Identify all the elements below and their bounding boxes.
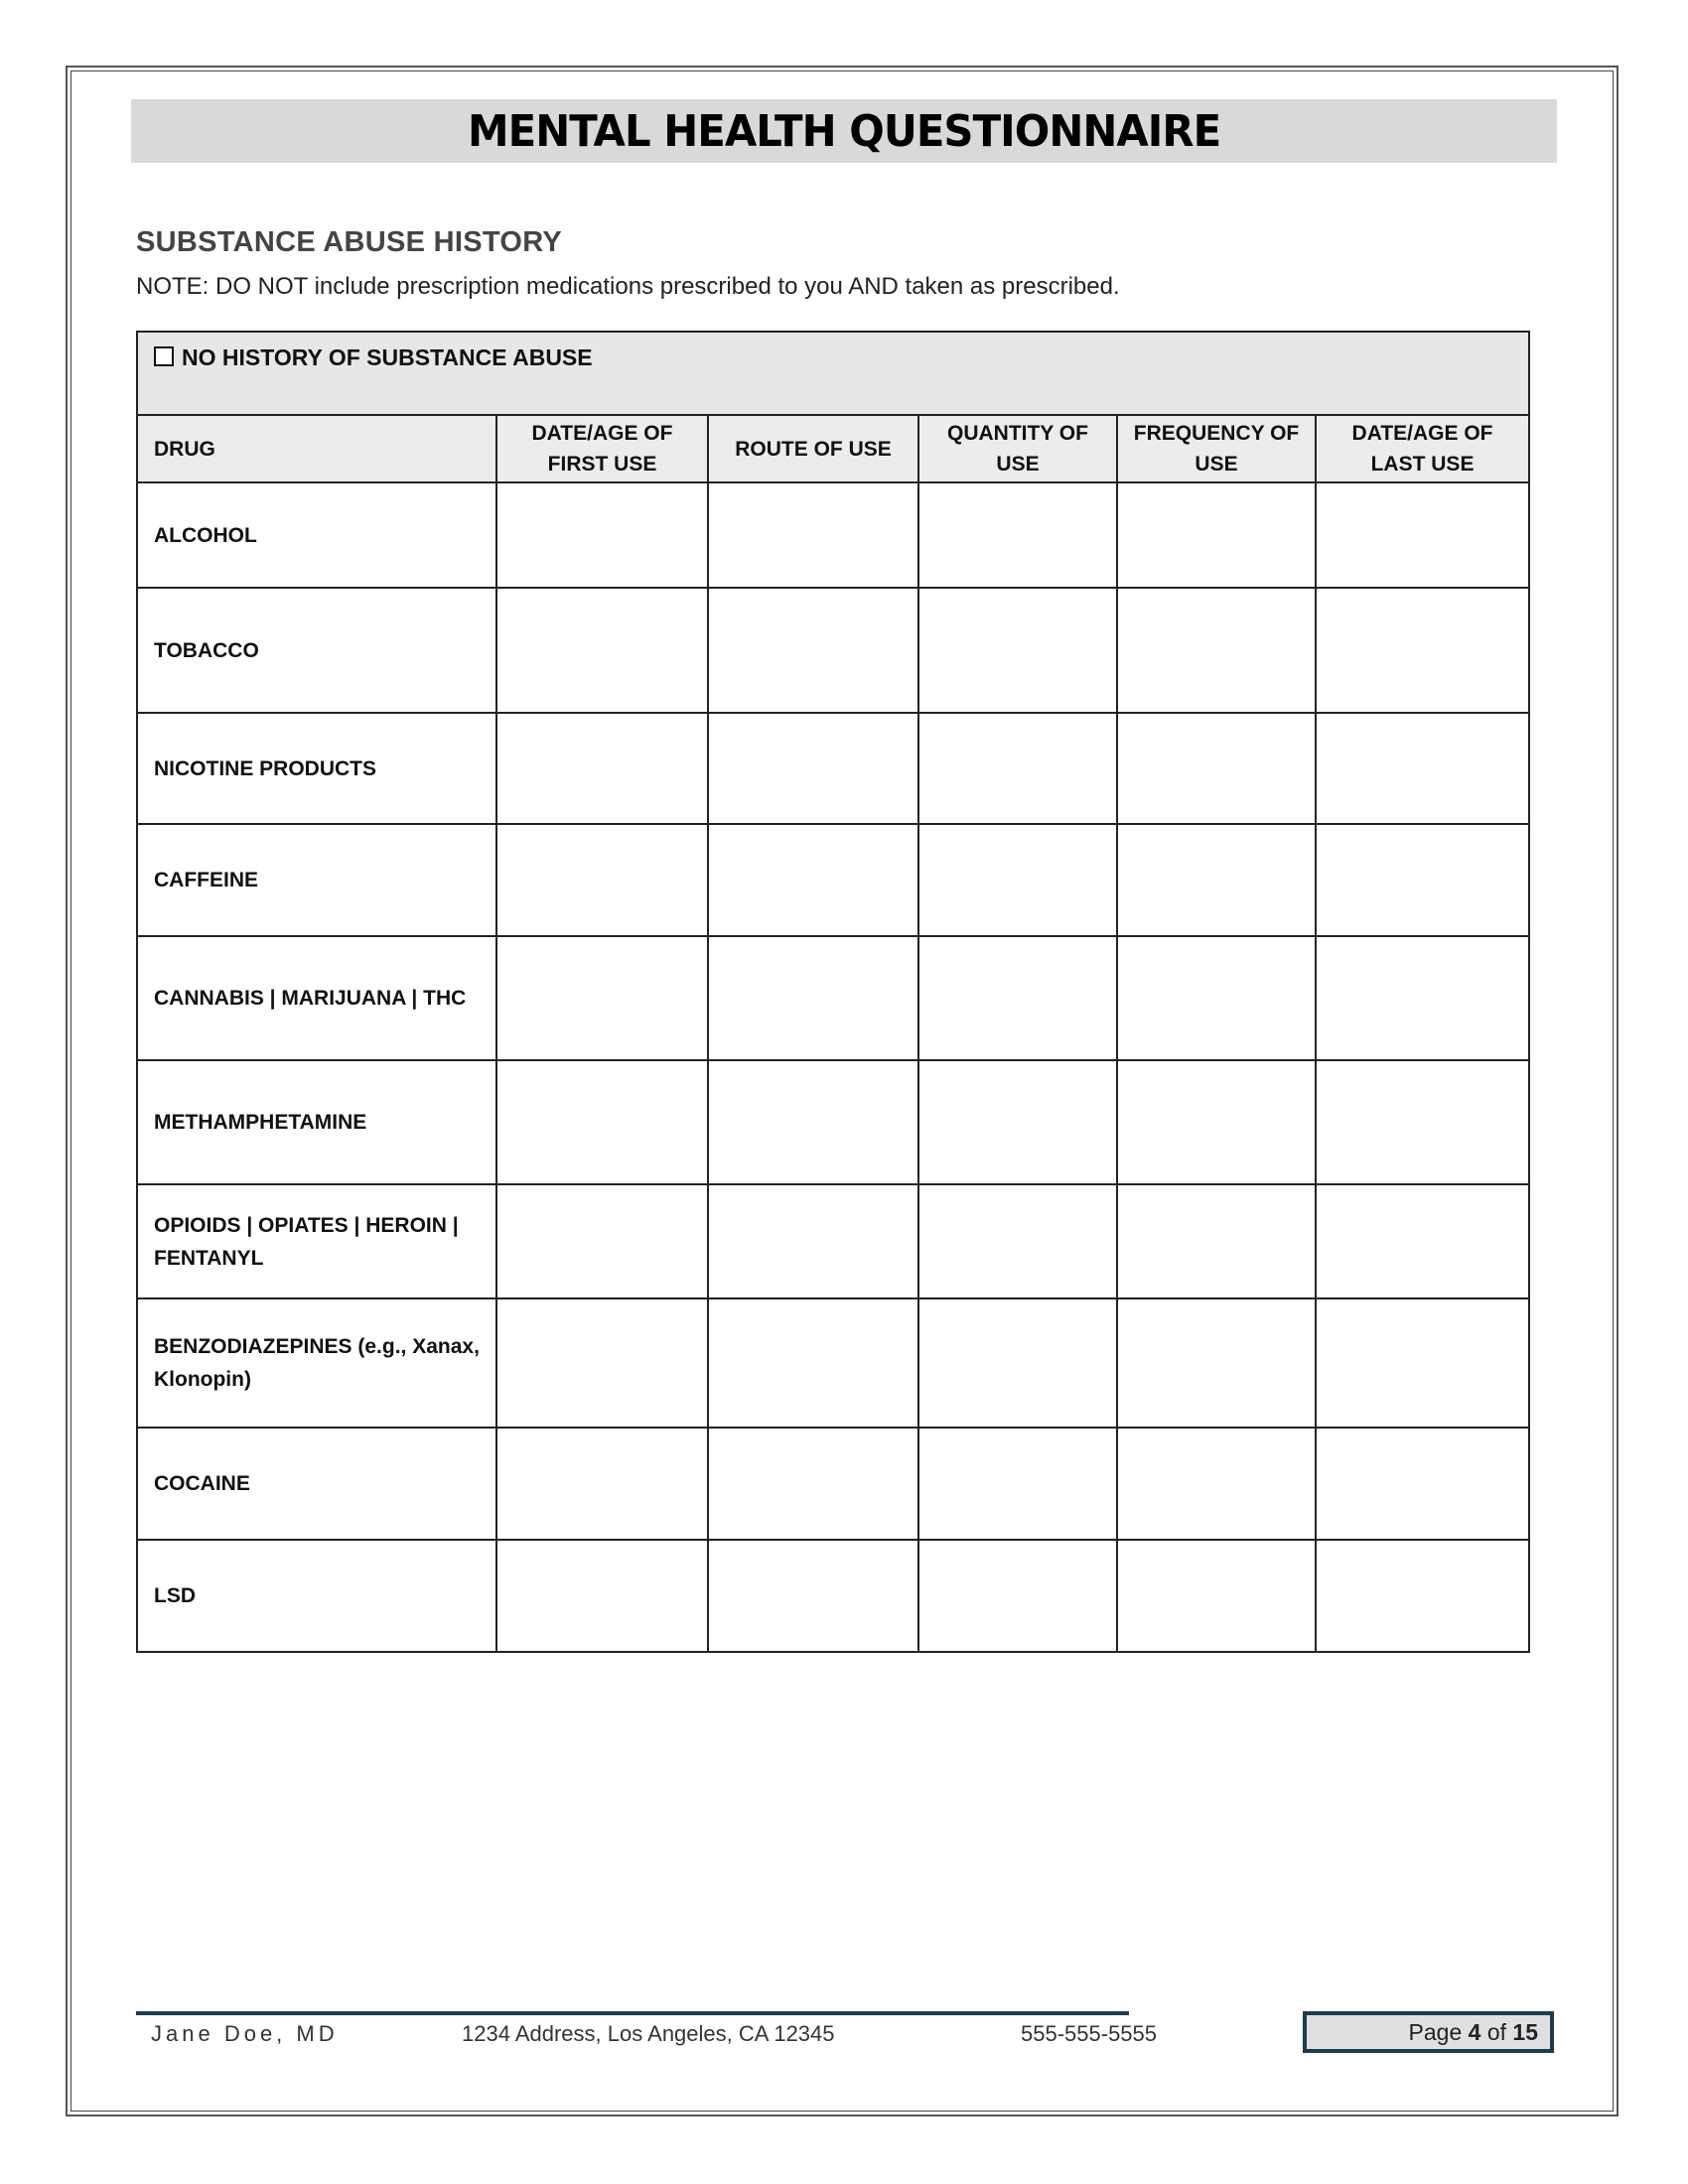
route-field[interactable] [708,1540,918,1652]
drug-name: ALCOHOL [137,482,496,588]
first-use-field[interactable] [496,1184,708,1298]
frequency-field[interactable] [1117,1428,1316,1540]
frequency-field[interactable] [1117,1060,1316,1184]
quantity-field[interactable] [918,1428,1117,1540]
first-use-field[interactable] [496,1298,708,1428]
no-history-row [137,332,1529,415]
quantity-field[interactable] [918,588,1117,713]
footer-address: 1234 Address, Los Angeles, CA 12345 [462,2021,835,2046]
route-field[interactable] [708,1060,918,1184]
first-use-field[interactable] [496,824,708,936]
route-field[interactable] [708,588,918,713]
quantity-field[interactable] [918,1184,1117,1298]
frequency-field[interactable] [1117,1184,1316,1298]
first-use-field[interactable] [496,588,708,713]
first-use-field[interactable] [496,713,708,824]
table-row [137,824,1529,936]
section-note: NOTE: DO NOT include prescription medications prescribed to you AND taken as prescribed. [136,273,1120,300]
first-use-field[interactable] [496,1060,708,1184]
last-use-field[interactable] [1316,1298,1529,1428]
last-use-field[interactable] [1316,1428,1529,1540]
column-header: FREQUENCY OF USE [1117,415,1316,482]
table-row [137,588,1529,713]
last-use-field[interactable] [1316,824,1529,936]
last-use-field[interactable] [1316,936,1529,1060]
page-of: of [1486,2018,1507,2045]
first-use-field[interactable] [496,482,708,588]
first-use-field[interactable] [496,936,708,1060]
header-row [137,415,1529,482]
document-title: MENTAL HEALTH QUESTIONNAIRE [467,105,1221,157]
section-heading: SUBSTANCE ABUSE HISTORY [136,226,563,258]
table-row [137,1184,1529,1298]
quantity-field[interactable] [918,713,1117,824]
first-use-field[interactable] [496,1540,708,1652]
quantity-field[interactable] [918,824,1117,936]
quantity-field[interactable] [918,936,1117,1060]
last-use-field[interactable] [1316,482,1529,588]
last-use-field[interactable] [1316,1540,1529,1652]
quantity-field[interactable] [918,1060,1117,1184]
column-header: ROUTE OF USE [708,415,918,482]
drug-name: NICOTINE PRODUCTS [137,713,496,824]
drug-name: LSD [137,1540,496,1652]
no-history-label: NO HISTORY OF SUBSTANCE ABUSE [182,344,593,370]
drug-name: COCAINE [137,1428,496,1540]
page-number-box [1303,2011,1554,2053]
column-header: QUANTITY OF USE [918,415,1117,482]
column-header: DATE/AGE OF LAST USE [1316,415,1529,482]
first-use-field[interactable] [496,1428,708,1540]
frequency-field[interactable] [1117,1540,1316,1652]
substance-table [136,331,1530,1653]
quantity-field[interactable] [918,1540,1117,1652]
table-row [137,1428,1529,1540]
last-use-field[interactable] [1316,1060,1529,1184]
table-row [137,1540,1529,1652]
route-field[interactable] [708,1298,918,1428]
last-use-field[interactable] [1316,713,1529,824]
no-history-checkbox[interactable] [154,346,174,366]
frequency-field[interactable] [1117,824,1316,936]
last-use-field[interactable] [1316,588,1529,713]
frequency-field[interactable] [1117,936,1316,1060]
footer-phone: 555-555-5555 [1021,2021,1158,2046]
route-field[interactable] [708,824,918,936]
page-current: 4 [1468,2018,1481,2045]
route-field[interactable] [708,1184,918,1298]
drug-name: CANNABIS | MARIJUANA | THC [137,936,496,1060]
route-field[interactable] [708,936,918,1060]
footer-divider [136,2011,1129,2015]
route-field[interactable] [708,482,918,588]
drug-name: METHAMPHETAMINE [137,1060,496,1184]
frequency-field[interactable] [1117,482,1316,588]
column-header: DRUG [137,415,496,482]
quantity-field[interactable] [918,1298,1117,1428]
frequency-field[interactable] [1117,588,1316,713]
last-use-field[interactable] [1316,1184,1529,1298]
title-banner [131,99,1557,163]
table-row [137,1298,1529,1428]
route-field[interactable] [708,713,918,824]
quantity-field[interactable] [918,482,1117,588]
table-row [137,482,1529,588]
frequency-field[interactable] [1117,713,1316,824]
column-header: DATE/AGE OF FIRST USE [496,415,708,482]
table-row [137,936,1529,1060]
drug-name: CAFFEINE [137,824,496,936]
route-field[interactable] [708,1428,918,1540]
footer-provider-name: Jane Doe, MD [151,2021,339,2046]
table-row [137,1060,1529,1184]
table-row [137,713,1529,824]
frequency-field[interactable] [1117,1298,1316,1428]
page-total: 15 [1512,2018,1538,2045]
page-prefix: Page [1408,2018,1463,2045]
drug-name: TOBACCO [137,588,496,713]
drug-name: OPIOIDS | OPIATES | HEROIN | FENTANYL [137,1184,496,1298]
drug-name: BENZODIAZEPINES (e.g., Xanax, Klonopin) [137,1298,496,1428]
